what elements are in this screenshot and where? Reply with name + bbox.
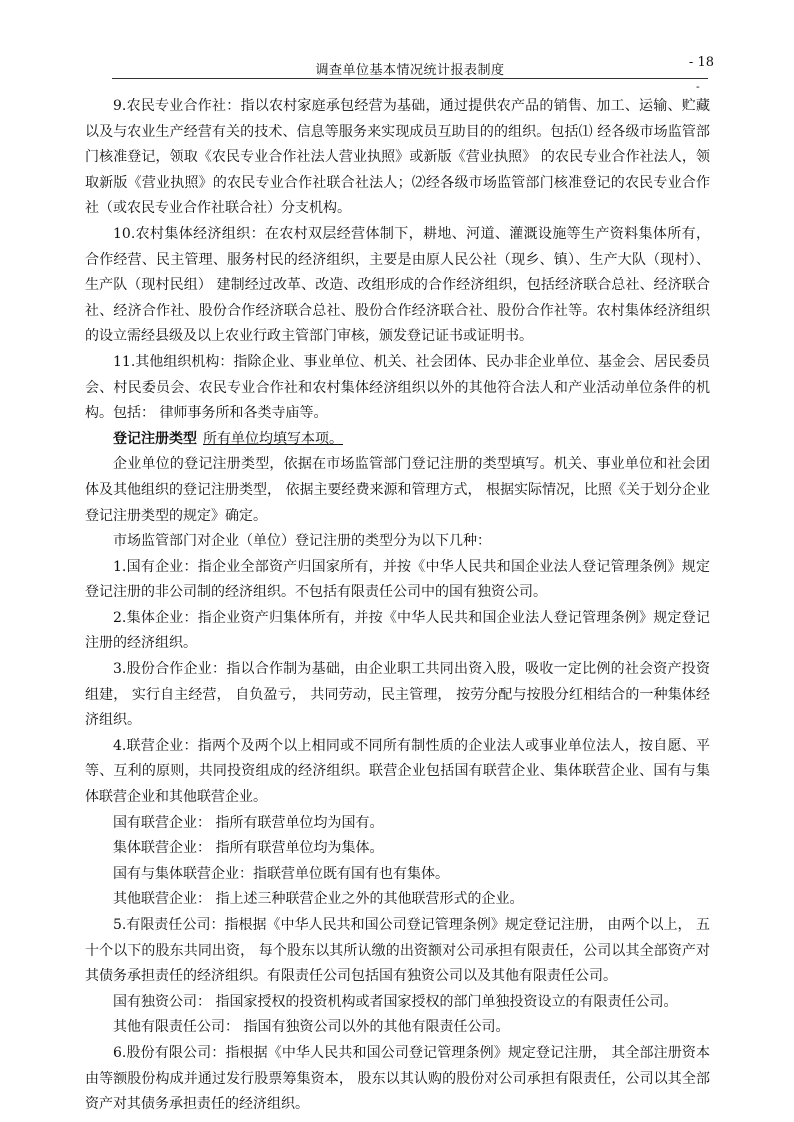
paragraph-state-owned: 1.国有企业：指企业全部资产归国家所有，并按《中华人民共和国企业法人登记管理条例》规定登记注册的非公司制的经济组织。不包括有限责任公司中的国有独资公司。 — [85, 558, 710, 601]
paragraph-collective: 2.集体企业：指企业资产归集体所有，并按《中华人民共和国企业法人登记管理条例》规定登记注册的经济组织。 — [85, 609, 710, 652]
paragraph-joint-stock-cooperative: 3.股份合作企业：指以合作制为基础，由企业职工共同出资入股，吸收一定比例的社会资产投资组建， 实行自主经营， 自负盈亏， 共同劳动，民主管理， 按劳分配与按股分红相结合的一种集体经济组织。 — [85, 661, 710, 729]
paragraph-registration-basis: 企业单位的登记注册类型，依据在市场监管部门登记注册的类型填写。机关、事业单位和社会团体及其他组织的登记注册类型， 依据主要经费来源和管理方式， 根据实际情况，比照《关于划分企业登记注册类型的规定》确定。 — [85, 456, 710, 524]
section-heading — [85, 427, 710, 453]
paragraph-other-organizations: 11.其他组织机构：指除企业、事业单位、机关、社会团体、民办非企业单位、基金会、居民委员会、村民委员会、农民专业合作社和农村集体经济组织以外的其他符合法人和产业活动单位条件的机构。包括： 律师事务所和各类寺庙等。 — [85, 353, 710, 422]
page-header — [112, 55, 714, 78]
page-dash: - — [696, 80, 700, 93]
section-subtitle: 所有单位均填写本项。 — [203, 430, 343, 447]
paragraph-registration-types-intro: 市场监管部门对企业（单位）登记注册的类型分为以下几种： — [113, 533, 491, 550]
paragraph-state-collective-joint-venture: 国有与集体联营企业：指联营单位既有国有也有集体。 — [113, 865, 449, 882]
paragraph-other-joint-venture: 其他联营企业： 指上述三种联营企业之外的其他联营形式的企业。 — [113, 891, 524, 908]
paragraph-limited-liability: 5.有限责任公司：指根据《中华人民共和国公司登记管理条例》规定登记注册， 由两个以上， 五十个以下的股东共同出资， 每个股东以其所认缴的出资额对公司承担有限责任，公司以其全部资产对其债务承担责任的经济组织。有限责任公司包括国有独资公司以及其他有限责任公司。 — [85, 917, 710, 985]
paragraph-rural-collective: 10.农村集体经济组织：在农村双层经营体制下，耕地、河道、灌溉设施等生产资料集体所有， 合作经营、民主管理、服务村民的经济组织，主要是由原人民公社（现乡、镇）、生产大队（现村）、生产队（现村民组） 建制经过改革、改造、改组形成的合作经济组织，包括经济联合总社、经济联合社、经济合作社、股份合作经济联合总社、股份合作经济联合社、股份合作社等。农村集体经济组织的设立需经县级及以上农业行政主管部门审核，颁发登记证书或证明书。 — [85, 225, 710, 345]
section-title: 登记注册类型 — [113, 430, 197, 447]
paragraph-collective-joint-venture: 集体联营企业： 指所有联营单位均为集体。 — [113, 840, 384, 857]
paragraph-joint-stock-limited: 6.股份有限公司：指根据《中华人民共和国公司登记管理条例》规定登记注册， 其全部注册资本由等额股份构成并通过发行股票筹集资本， 股东以其认购的股份对公司承担有限责任，公司以其全部资产对其债务承担责任的经济组织。 — [85, 1044, 710, 1113]
document-body — [85, 94, 710, 1118]
page-number: - 18 — [688, 55, 714, 70]
paragraph-farmer-cooperative: 9.农民专业合作社：指以农村家庭承包经营为基础，通过提供农产品的销售、加工、运输、贮藏以及与农业生产经营有关的技术、信息等服务来实现成员互助目的的组织。包括⑴ 经各级市场监管部门核准登记，领取《农民专业合作社法人营业执照》或新版《营业执照》 的农民专业合作社法人，领取新版《营业执照》的农民专业合作社联合社法人；⑵经各级市场监管部门核准登记的农民专业合作社（或农民专业合作社联合社）分支机构。 — [85, 98, 710, 217]
paragraph-joint-venture: 4.联营企业：指两个及两个以上相同或不同所有制性质的企业法人或事业单位法人，按自愿、平等、互利的原则，共同投资组成的经济组织。联营企业包括国有联营企业、集体联营企业、国有与集体联营企业和其他联营企业。 — [85, 737, 710, 806]
header-rule — [112, 78, 708, 79]
header-title: 调查单位基本情况统计报表制度 — [315, 63, 505, 78]
paragraph-wholly-state-owned: 国有独资公司： 指国家授权的投资机构或者国家授权的部门单独投资设立的有限责任公司。 — [113, 993, 678, 1010]
paragraph-state-joint-venture: 国有联营企业： 指所有联营单位均为国有。 — [113, 814, 384, 831]
paragraph-other-limited-liability: 其他有限责任公司： 指国有独资公司以外的其他有限责任公司。 — [113, 1019, 510, 1036]
